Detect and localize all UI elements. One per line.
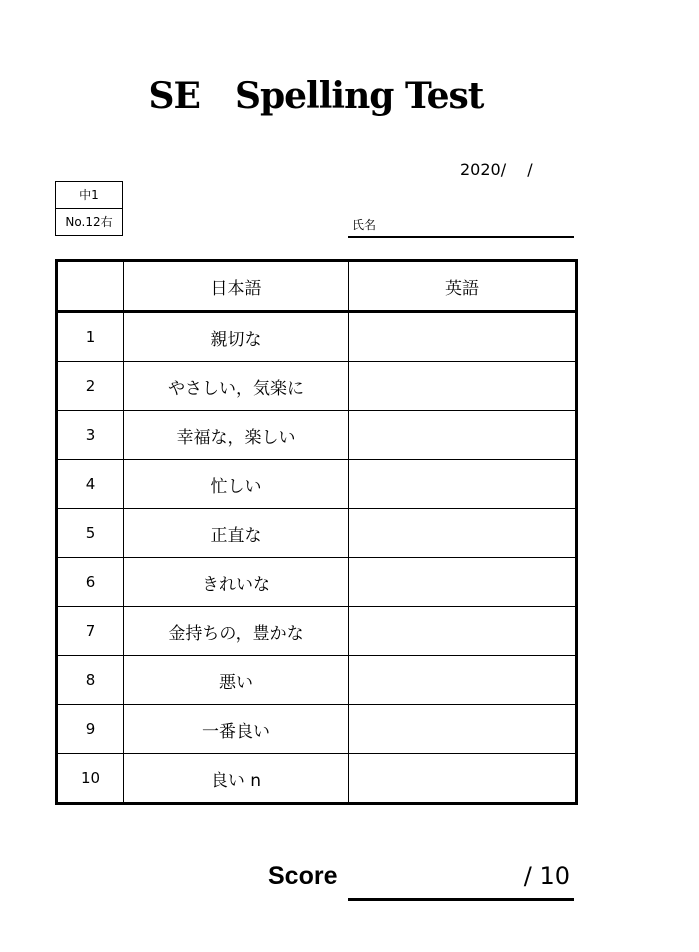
table-row <box>57 411 577 460</box>
japanese-word: 悪い <box>124 656 349 705</box>
english-answer[interactable] <box>349 312 577 362</box>
row-number: 2 <box>57 362 124 411</box>
row-number: 3 <box>57 411 124 460</box>
japanese-word: 幸福な，楽しい <box>124 411 349 460</box>
japanese-word: きれいな <box>124 558 349 607</box>
number-cell: No.12右 <box>56 208 122 235</box>
table-row <box>57 312 577 362</box>
english-answer[interactable] <box>349 754 577 804</box>
english-answer[interactable] <box>349 607 577 656</box>
name-label: 氏名 <box>352 218 377 232</box>
row-number: 4 <box>57 460 124 509</box>
japanese-word: 良い n <box>124 754 349 804</box>
english-answer[interactable] <box>349 705 577 754</box>
row-number: 8 <box>57 656 124 705</box>
header-number <box>57 261 124 312</box>
japanese-word: 一番良い <box>124 705 349 754</box>
english-answer[interactable] <box>349 558 577 607</box>
header-english: 英語 <box>349 261 577 312</box>
japanese-word: 親切な <box>124 312 349 362</box>
name-field[interactable] <box>348 212 574 238</box>
score-total: / 10 <box>523 862 570 890</box>
row-number: 9 <box>57 705 124 754</box>
date-field: 2020/ / <box>460 160 533 179</box>
header-row <box>57 261 577 312</box>
table-row <box>57 558 577 607</box>
table-row <box>57 705 577 754</box>
row-number: 10 <box>57 754 124 804</box>
japanese-word: 正直な <box>124 509 349 558</box>
table-row <box>57 607 577 656</box>
table-row <box>57 460 577 509</box>
japanese-word: 金持ちの，豊かな <box>124 607 349 656</box>
japanese-word: 忙しい <box>124 460 349 509</box>
table-row <box>57 754 577 804</box>
table-row <box>57 509 577 558</box>
row-number: 5 <box>57 509 124 558</box>
english-answer[interactable] <box>349 411 577 460</box>
score-field[interactable] <box>348 862 574 901</box>
table-row <box>57 362 577 411</box>
japanese-word: やさしい，気楽に <box>124 362 349 411</box>
spelling-table <box>55 259 578 805</box>
english-answer[interactable] <box>349 362 577 411</box>
english-answer[interactable] <box>349 509 577 558</box>
row-number: 7 <box>57 607 124 656</box>
header-japanese: 日本語 <box>124 261 349 312</box>
english-answer[interactable] <box>349 656 577 705</box>
english-answer[interactable] <box>349 460 577 509</box>
grade-cell: 中1 <box>79 188 99 202</box>
page-title: SE Spelling Test <box>148 75 484 117</box>
table-row <box>57 656 577 705</box>
row-number: 1 <box>57 312 124 362</box>
score-label: Score <box>268 862 338 890</box>
row-number: 6 <box>57 558 124 607</box>
class-box <box>55 181 123 236</box>
